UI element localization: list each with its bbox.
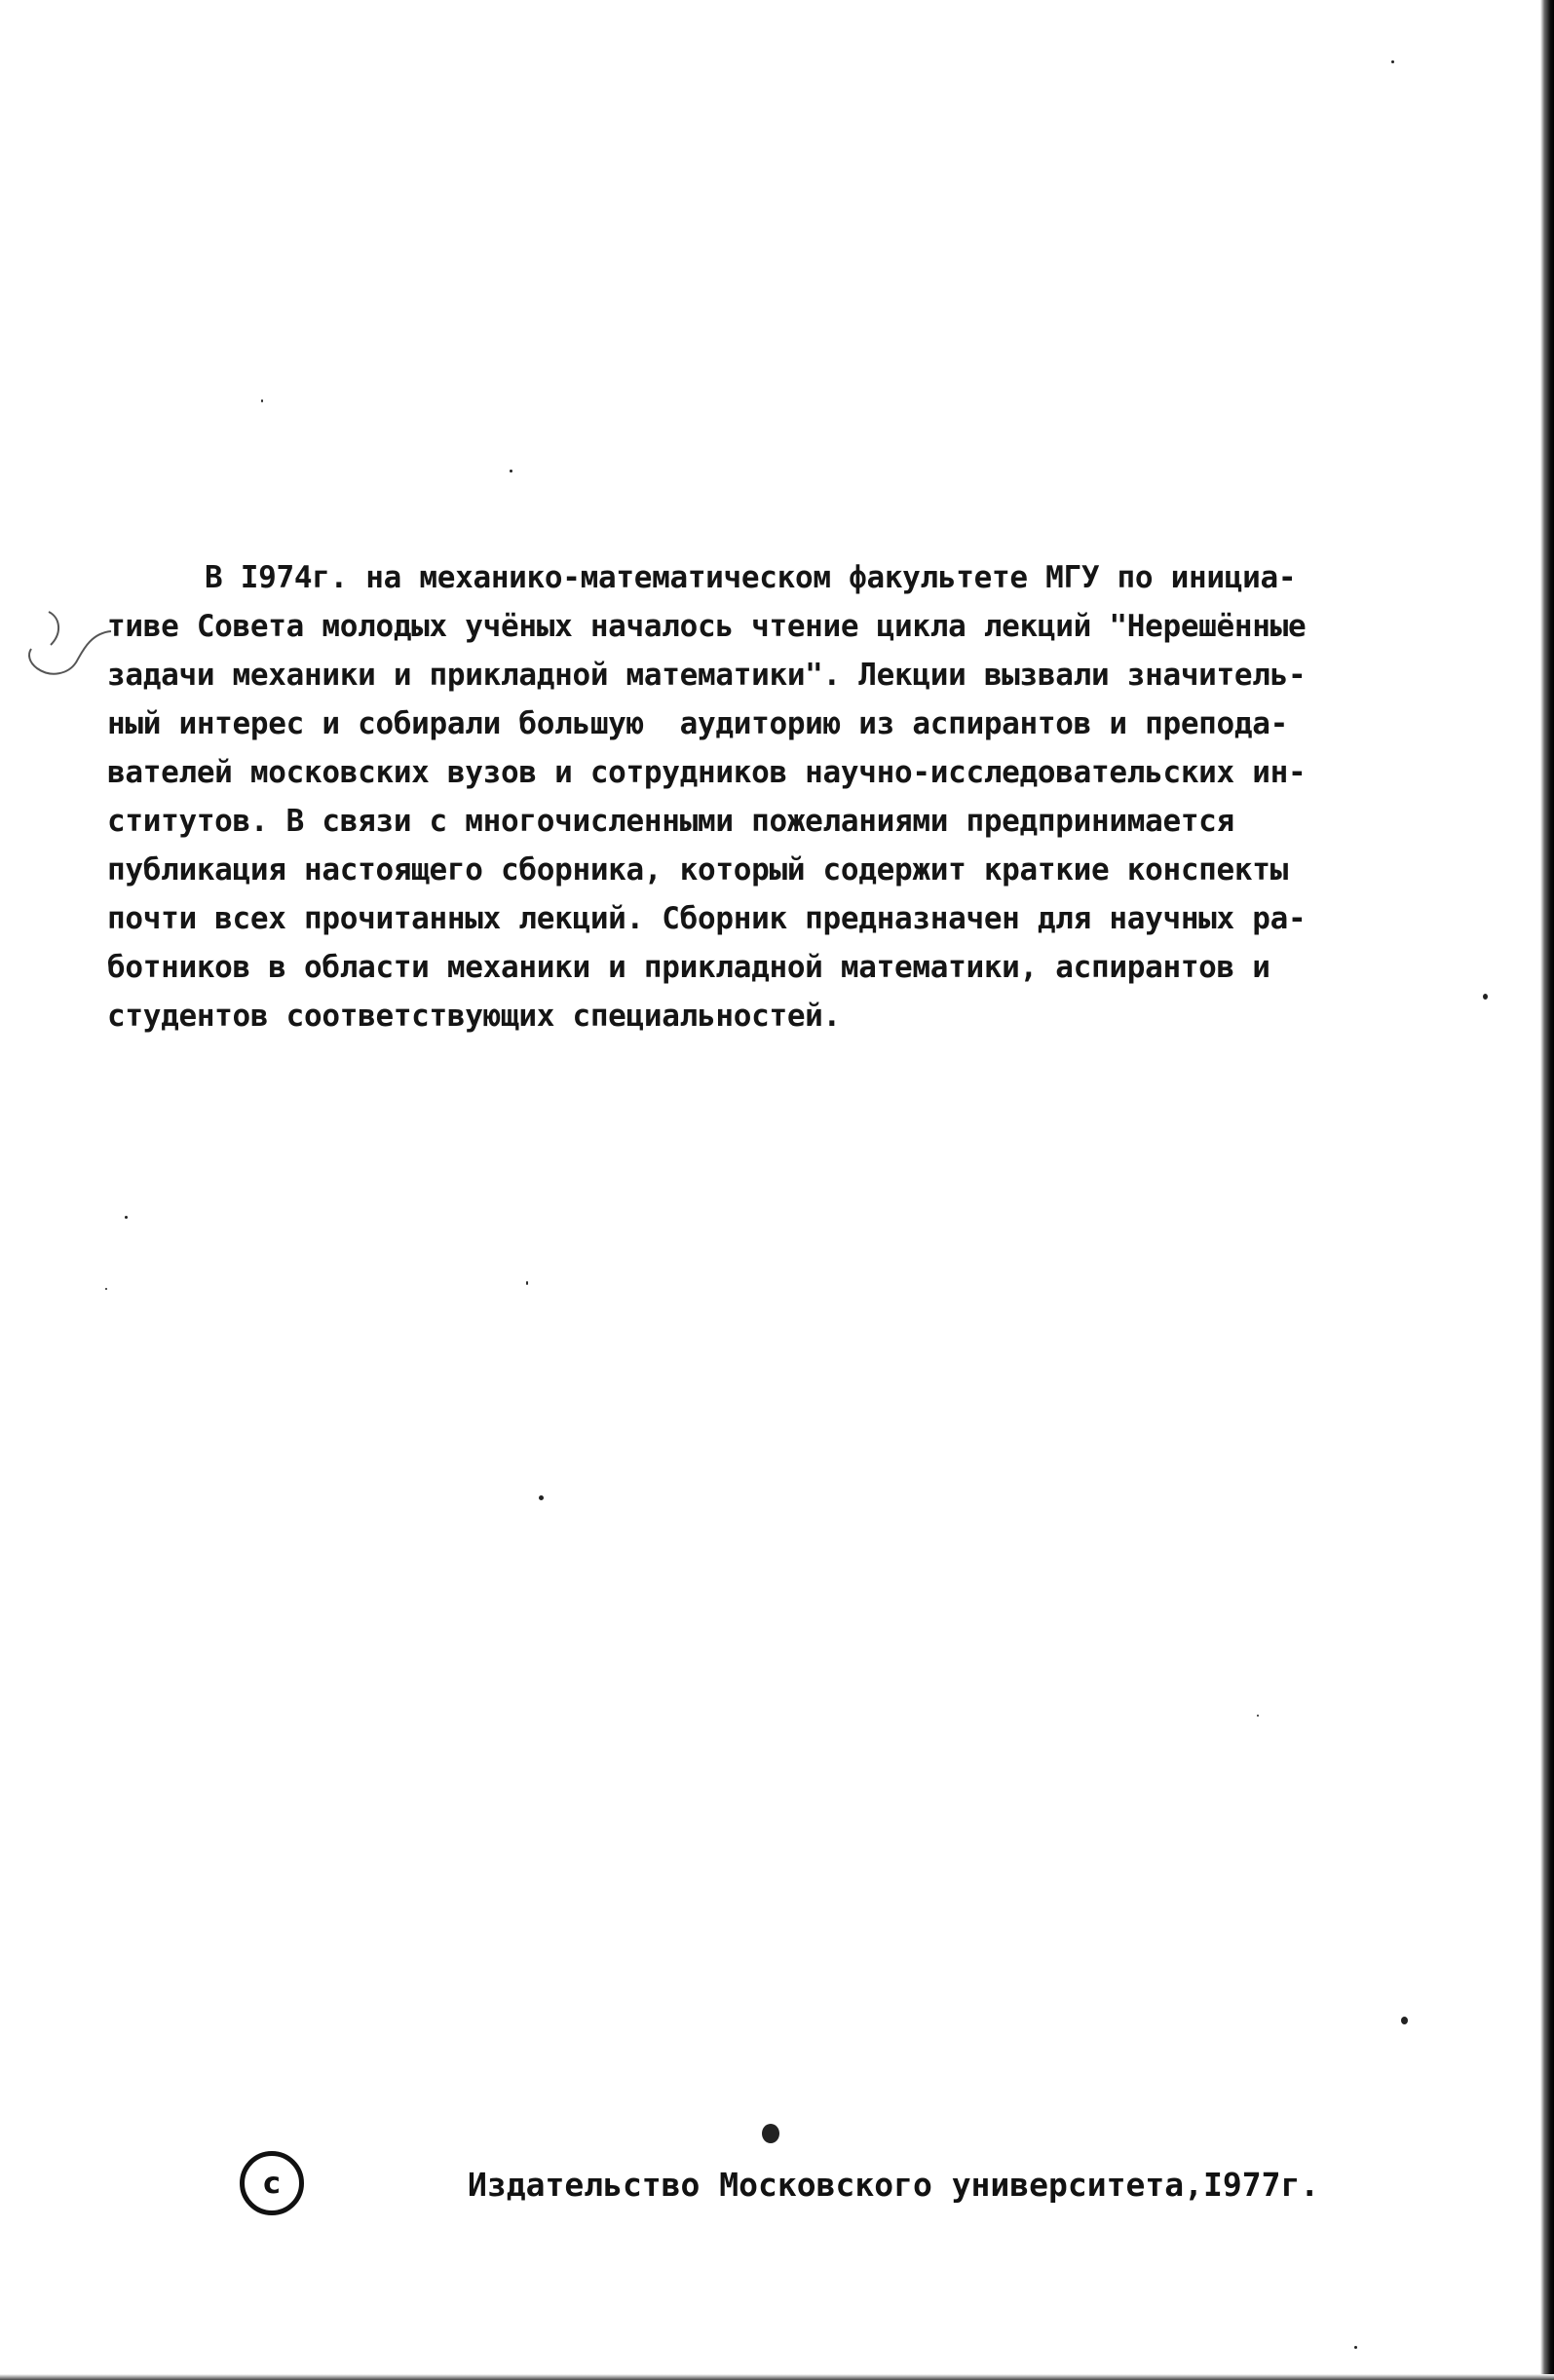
scan-speck <box>539 1495 544 1500</box>
scan-speck <box>1257 1715 1259 1717</box>
page-edge-shadow <box>1540 0 1554 2380</box>
scan-speck <box>105 1288 107 1290</box>
preface-line: ботников в области механики и прикладной математики, аспирантов и <box>107 950 1270 985</box>
scan-speck <box>1354 2346 1357 2349</box>
handwritten-bracket-icon <box>21 604 119 692</box>
scan-speck <box>261 399 263 402</box>
scan-speck <box>125 1216 128 1219</box>
preface-paragraph <box>107 553 1461 1040</box>
preface-line: почти всех прочитанных лекций. Сборник предназначен для научных ра- <box>107 901 1307 936</box>
page-edge-bottom <box>0 2374 1554 2380</box>
preface-line: ститутов. В связи с многочисленными пожеланиями предпринимается <box>107 804 1234 839</box>
scan-speck <box>762 2124 779 2143</box>
scan-speck <box>1483 994 1488 1000</box>
preface-line: задачи механики и прикладной математики". Лекции вызвали значитель- <box>107 658 1307 693</box>
preface-line: тиве Совета молодых учёных началось чтение цикла лекций "Нерешённые <box>107 609 1307 644</box>
preface-line: публикация настоящего сборника, который содержит краткие конспекты <box>107 852 1288 888</box>
scan-speck <box>510 470 512 472</box>
scan-speck <box>526 1281 528 1285</box>
copyright-icon <box>240 2151 304 2215</box>
preface-line: В I974г. на механико-математическом факультете МГУ по инициа- <box>205 560 1297 595</box>
preface-line: студентов соответствующих специальностей. <box>107 999 841 1034</box>
scan-speck <box>1401 2017 1408 2024</box>
scan-speck <box>1391 60 1394 63</box>
publisher-imprint: Издательство Московского университета,I977г. <box>468 2166 1320 2204</box>
preface-line: вателей московских вузов и сотрудников научно-исследовательских ин- <box>107 755 1307 790</box>
copyright-symbol: c <box>263 2166 281 2201</box>
preface-line: ный интерес и собирали большую аудиторию из аспирантов и препода- <box>107 706 1288 741</box>
